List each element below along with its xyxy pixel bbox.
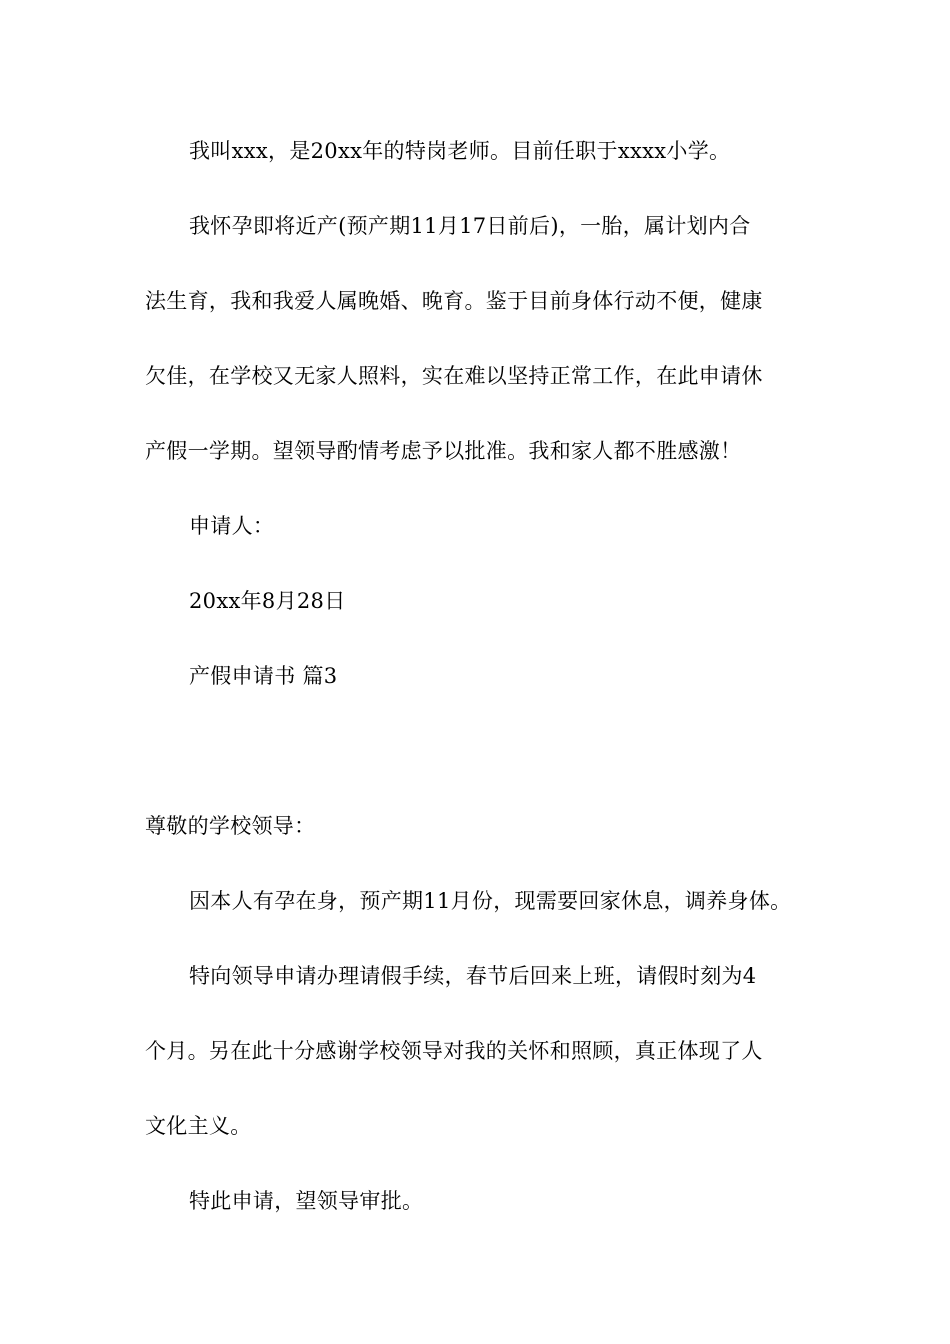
date-line: 20xx年8月28日 bbox=[189, 589, 346, 613]
paragraph-body-line-3: 欠佳，在学校又无家人照料，实在难以坚持正常工作，在此申请休 bbox=[145, 364, 763, 388]
paragraph-request-line-1: 特向领导申请办理请假手续，春节后回来上班，请假时刻为4 bbox=[189, 964, 757, 988]
paragraph-request-line-2: 个月。另在此十分感谢学校领导对我的关怀和照顾，真正体现了人 bbox=[145, 1039, 763, 1063]
paragraph-intro: 我叫xxx，是20xx年的特岗老师。目前任职于xxxx小学。 bbox=[189, 139, 731, 163]
paragraph-reason: 因本人有孕在身，预产期11月份，现需要回家休息，调养身体。 bbox=[189, 889, 792, 913]
paragraph-body-line-4: 产假一学期。望领导酌情考虑予以批准。我和家人都不胜感激！ bbox=[145, 439, 742, 463]
salutation: 尊敬的学校领导： bbox=[145, 814, 316, 838]
closing-line: 特此申请，望领导审批。 bbox=[189, 1189, 424, 1213]
applicant-label: 申请人： bbox=[189, 514, 275, 538]
paragraph-request-line-3: 文化主义。 bbox=[145, 1114, 252, 1138]
paragraph-body-line-1: 我怀孕即将近产(预产期11月17日前后)，一胎，属计划内合 bbox=[189, 214, 751, 238]
section-heading: 产假申请书 篇3 bbox=[189, 664, 338, 688]
paragraph-body-line-2: 法生育，我和我爱人属晚婚、晚育。鉴于目前身体行动不便，健康 bbox=[145, 289, 763, 313]
